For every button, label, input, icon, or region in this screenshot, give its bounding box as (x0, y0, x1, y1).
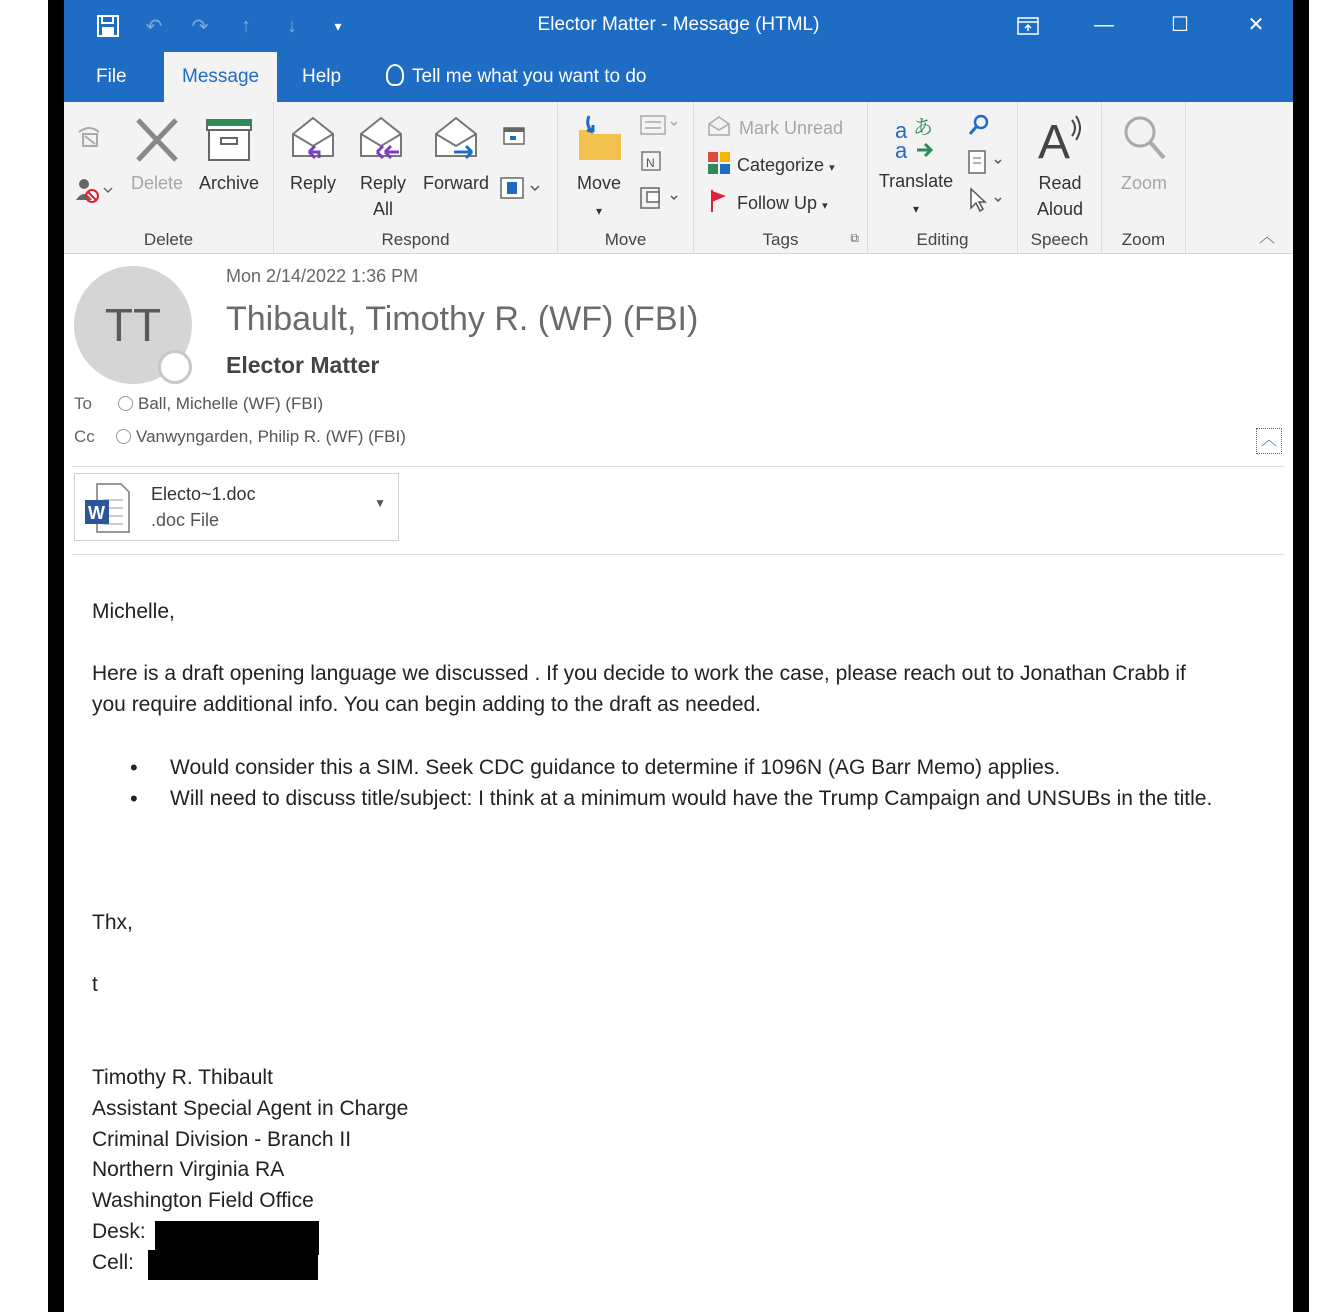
delete-group (64, 102, 274, 254)
read-aloud-button[interactable] (1022, 112, 1098, 222)
move-dropdown-icon[interactable]: ▾ (595, 204, 603, 218)
meeting-reply-icon[interactable] (500, 124, 530, 155)
outlook-message-window (64, 0, 1293, 1312)
to-recipient-name: Ball, Michelle (WF) (FBI) (138, 394, 324, 413)
more-respond-icon[interactable] (498, 174, 544, 209)
move-button[interactable] (566, 112, 632, 224)
lightbulb-icon (386, 64, 404, 86)
categorize-button[interactable] (706, 150, 835, 176)
body-paragraph-line-1: Here is a draft opening language we discussed . If you decide to work the case, please reach out to Jonathan Crabb if (92, 662, 1186, 685)
message-subject: Elector Matter (226, 352, 380, 378)
ignore-icon[interactable] (74, 122, 104, 157)
avatar: TT (74, 266, 192, 384)
actions-icon[interactable] (636, 184, 684, 219)
translate-dropdown-icon: ▾ (912, 202, 920, 216)
reply-all-button[interactable] (348, 112, 418, 222)
follow-up-dropdown-icon: ▾ (822, 200, 828, 212)
signature-line: Criminal Division - Branch II (92, 1128, 352, 1151)
zoom-group (1102, 102, 1186, 254)
categorize-dropdown-icon: ▾ (829, 162, 835, 174)
signature-line: Washington Field Office (92, 1189, 314, 1212)
window-frame-left (48, 0, 64, 1312)
recipient-presence-icon (116, 429, 131, 444)
sent-date: Mon 2/14/2022 1:36 PM (226, 266, 419, 286)
attachment-divider (72, 554, 1284, 555)
speech-group-label: Speech (1030, 230, 1089, 249)
svg-text:N: N (646, 156, 655, 170)
header-divider (72, 466, 1284, 467)
window-controls (990, 10, 1293, 40)
translate-button[interactable] (872, 112, 960, 222)
junk-icon[interactable] (74, 176, 114, 211)
attachment-type: .doc File (151, 510, 220, 530)
svg-text:A: A (1038, 116, 1071, 164)
sender-name[interactable]: Thibault, Timothy R. (WF) (FBI) (226, 300, 699, 338)
desk-label: Desk: (92, 1220, 146, 1243)
redo-icon[interactable]: ↷ (191, 15, 209, 38)
customize-toolbar-icon[interactable]: ▾ (334, 17, 342, 34)
zoom-label: Zoom (1120, 173, 1167, 193)
body-closing: Thx, (92, 911, 133, 934)
ribbon (64, 102, 1293, 254)
cc-recipient-name: Vanwyngarden, Philip R. (WF) (FBI) (136, 427, 406, 446)
ribbon-tabs (64, 52, 1293, 102)
undo-icon[interactable]: ↶ (145, 15, 163, 38)
body-greeting: Michelle, (92, 600, 175, 623)
editing-group (868, 102, 1018, 254)
presence-status-icon (158, 350, 192, 384)
tags-group (694, 102, 868, 254)
maximize-icon[interactable]: ☐ (1171, 14, 1189, 36)
close-icon[interactable]: ✕ (1247, 14, 1265, 36)
attachment-card[interactable] (74, 473, 399, 541)
tell-me-text: Tell me what you want to do (412, 66, 647, 87)
cc-label: Cc (74, 427, 95, 446)
cc-recipient[interactable] (116, 427, 406, 447)
tags-dialog-launcher-icon[interactable]: ⧉ (850, 231, 859, 245)
ribbon-display-options-icon[interactable] (990, 10, 1066, 40)
reply-button[interactable] (280, 112, 346, 196)
recipient-presence-icon (118, 396, 133, 411)
body-bullet-list (92, 752, 1262, 814)
signature-line: Northern Virginia RA (92, 1158, 285, 1181)
mark-unread-label: Mark Unread (739, 118, 844, 138)
move-group-label: Move (604, 230, 647, 249)
svg-text:あ: あ (913, 115, 933, 139)
svg-text:W: W (88, 503, 105, 523)
attachment-name: Electo~1.doc (151, 484, 256, 504)
reply-all-label-2: All (372, 199, 393, 219)
forward-label: Forward (422, 173, 489, 193)
minimize-icon[interactable]: — (1094, 14, 1114, 36)
body-initial: t (92, 973, 98, 996)
window-title: Elector Matter - Message (HTML) (537, 14, 820, 35)
tags-group-label: Tags (762, 230, 799, 249)
find-icon[interactable] (964, 112, 994, 145)
delete-button[interactable] (126, 116, 188, 196)
body-paragraph-line-2: you require additional info. You can begin adding to the draft as needed. (92, 693, 762, 716)
window-frame-right (1293, 0, 1309, 1312)
list-item: • Will need to discuss title/subject: I think at a minimum would have the Trump Campaign and UNSUBs in the title. (92, 783, 1232, 814)
signature-line: Timothy R. Thibault (92, 1066, 273, 1089)
respond-group (274, 102, 558, 254)
speech-group (1018, 102, 1102, 254)
list-item: • Would consider this a SIM. Seek CDC guidance to determine if 1096N (AG Barr Memo) applies. (92, 752, 1262, 783)
read-aloud-label-1: Read (1038, 173, 1082, 193)
follow-up-label: Follow Up (737, 193, 818, 213)
next-item-icon[interactable]: ↓ (287, 14, 297, 37)
read-aloud-label-2: Aloud (1036, 199, 1084, 219)
move-label: Move (576, 173, 621, 193)
previous-item-icon[interactable]: ↑ (241, 14, 251, 37)
to-recipient[interactable] (118, 394, 323, 414)
reply-label: Reply (289, 173, 337, 193)
move-group (558, 102, 694, 254)
editing-group-label: Editing (916, 230, 969, 249)
archive-button[interactable] (192, 116, 266, 196)
collapse-ribbon-icon[interactable]: ︿ (1258, 229, 1275, 246)
follow-up-button[interactable] (706, 188, 828, 214)
tab-file[interactable]: File (96, 66, 127, 87)
zoom-group-label: Zoom (1121, 230, 1166, 249)
to-label: To (74, 394, 92, 413)
tab-help[interactable]: Help (302, 66, 342, 87)
cell-label: Cell: (92, 1251, 135, 1274)
collapse-header-icon[interactable]: ︿ (1256, 428, 1282, 454)
respond-group-label: Respond (381, 230, 450, 249)
tell-me-search[interactable] (386, 52, 646, 102)
signature-line: Assistant Special Agent in Charge (92, 1097, 409, 1120)
archive-label: Archive (198, 173, 260, 193)
title-bar (64, 0, 1293, 52)
word-document-icon (83, 482, 131, 534)
svg-text:a: a (895, 138, 908, 162)
related-icon[interactable] (964, 148, 1012, 183)
onenote-icon[interactable] (636, 148, 666, 181)
forward-button[interactable] (418, 112, 494, 196)
translate-label: Translate (878, 171, 954, 191)
attachment-dropdown-icon[interactable]: ▼ (374, 496, 386, 510)
categorize-label: Categorize (737, 155, 825, 175)
select-icon[interactable] (964, 186, 1012, 221)
delete-group-label: Delete (143, 230, 194, 249)
delete-label: Delete (130, 173, 184, 193)
mark-unread-button[interactable] (706, 114, 843, 139)
rules-icon[interactable] (636, 112, 684, 145)
svg-text:a: a (895, 118, 908, 143)
zoom-button[interactable] (1106, 112, 1182, 196)
reply-all-label-1: Reply (359, 173, 407, 193)
tab-message[interactable]: Message (164, 52, 277, 102)
cell-redaction (148, 1250, 318, 1280)
